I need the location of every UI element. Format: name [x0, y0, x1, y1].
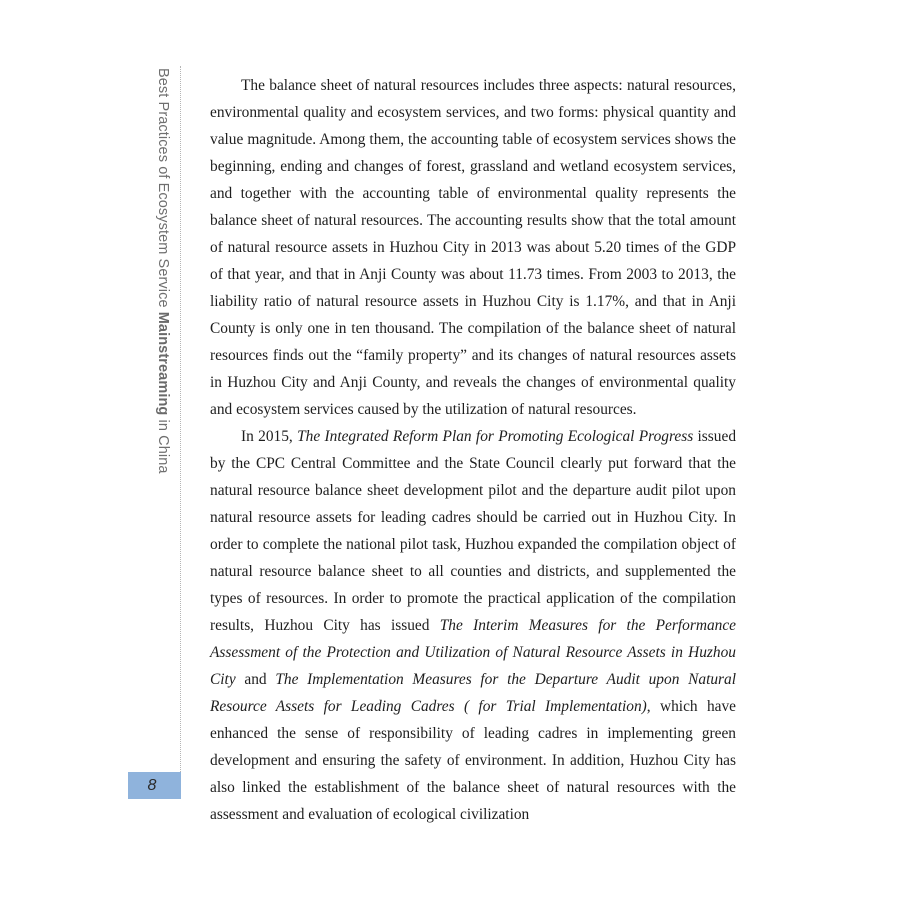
paragraph-text: and: [235, 671, 276, 688]
running-head-suffix: in China: [155, 415, 171, 474]
italic-title-text: The Interim Measures for the Performance Assessment of the Protection and Utilization of Natural Resource Assets in Huzhou City: [210, 617, 736, 688]
paragraph-text: , which have enhanced the sense of responsibility of leading cadres in implementing green development and ensuring the safety of environment. In addition, Huzhou City has also linked the establishment of the balance sheet of natural resources with the assessment and evaluation of ecological civilization: [210, 698, 736, 823]
page-number-tab: [128, 772, 181, 799]
page-number: 8: [147, 777, 157, 794]
body-text: [210, 72, 736, 828]
paragraph: [210, 423, 736, 828]
paragraph-text: In 2015,: [241, 428, 298, 445]
paragraph-text: issued by the CPC Central Committee and the State Council clearly put forward that the natural resource balance sheet development pilot and the departure audit pilot upon natural resource assets for leading cadres should be carried out in Huzhou City. In order to complete the national pilot task, Huzhou expanded the compilation object of natural resource balance sheet to all counties and districts, and supplemented the types of resources. In order to promote the practical application of the compilation results, Huzhou City has issued: [210, 428, 737, 634]
paragraph-text: The balance sheet of natural resources includes three aspects: natural resources, environmental quality and ecosystem services, and two forms: physical quantity and value magnitude. Among them, the accounting table of ecosystem services shows the beginning, ending and changes of forest, grassland and wetland ecosystem services, and together with the accounting table of environmental quality represents the balance sheet of natural resources. The accounting results show that the total amount of natural resource assets in Huzhou City in 2013 was about 5.20 times of the GDP of that year, and that in Anji County was about 11.73 times. From 2003 to 2013, the liability ratio of natural resource assets in Huzhou City is 1.17%, and that in Anji County is only one in ten thousand. The compilation of the balance sheet of natural resources finds out the “family property” and its changes of natural resources assets in Huzhou City and Anji County, and reveals the changes of environmental quality and ecosystem services caused by the utilization of natural resources.: [210, 77, 736, 418]
running-head: [155, 68, 171, 474]
margin-dotted-rule: [180, 66, 181, 784]
italic-title-text: The Implementation Measures for the Departure Audit upon Natural Resource Assets for Leading Cadres ( for Trial Implementation): [210, 671, 736, 715]
paragraph: [210, 72, 736, 423]
running-head-title: Best Practices of Ecosystem Service: [155, 68, 171, 312]
italic-title-text: The Integrated Reform Plan for Promoting Ecological Progress: [297, 428, 694, 445]
running-head-emphasis: Mainstreaming: [155, 311, 171, 416]
